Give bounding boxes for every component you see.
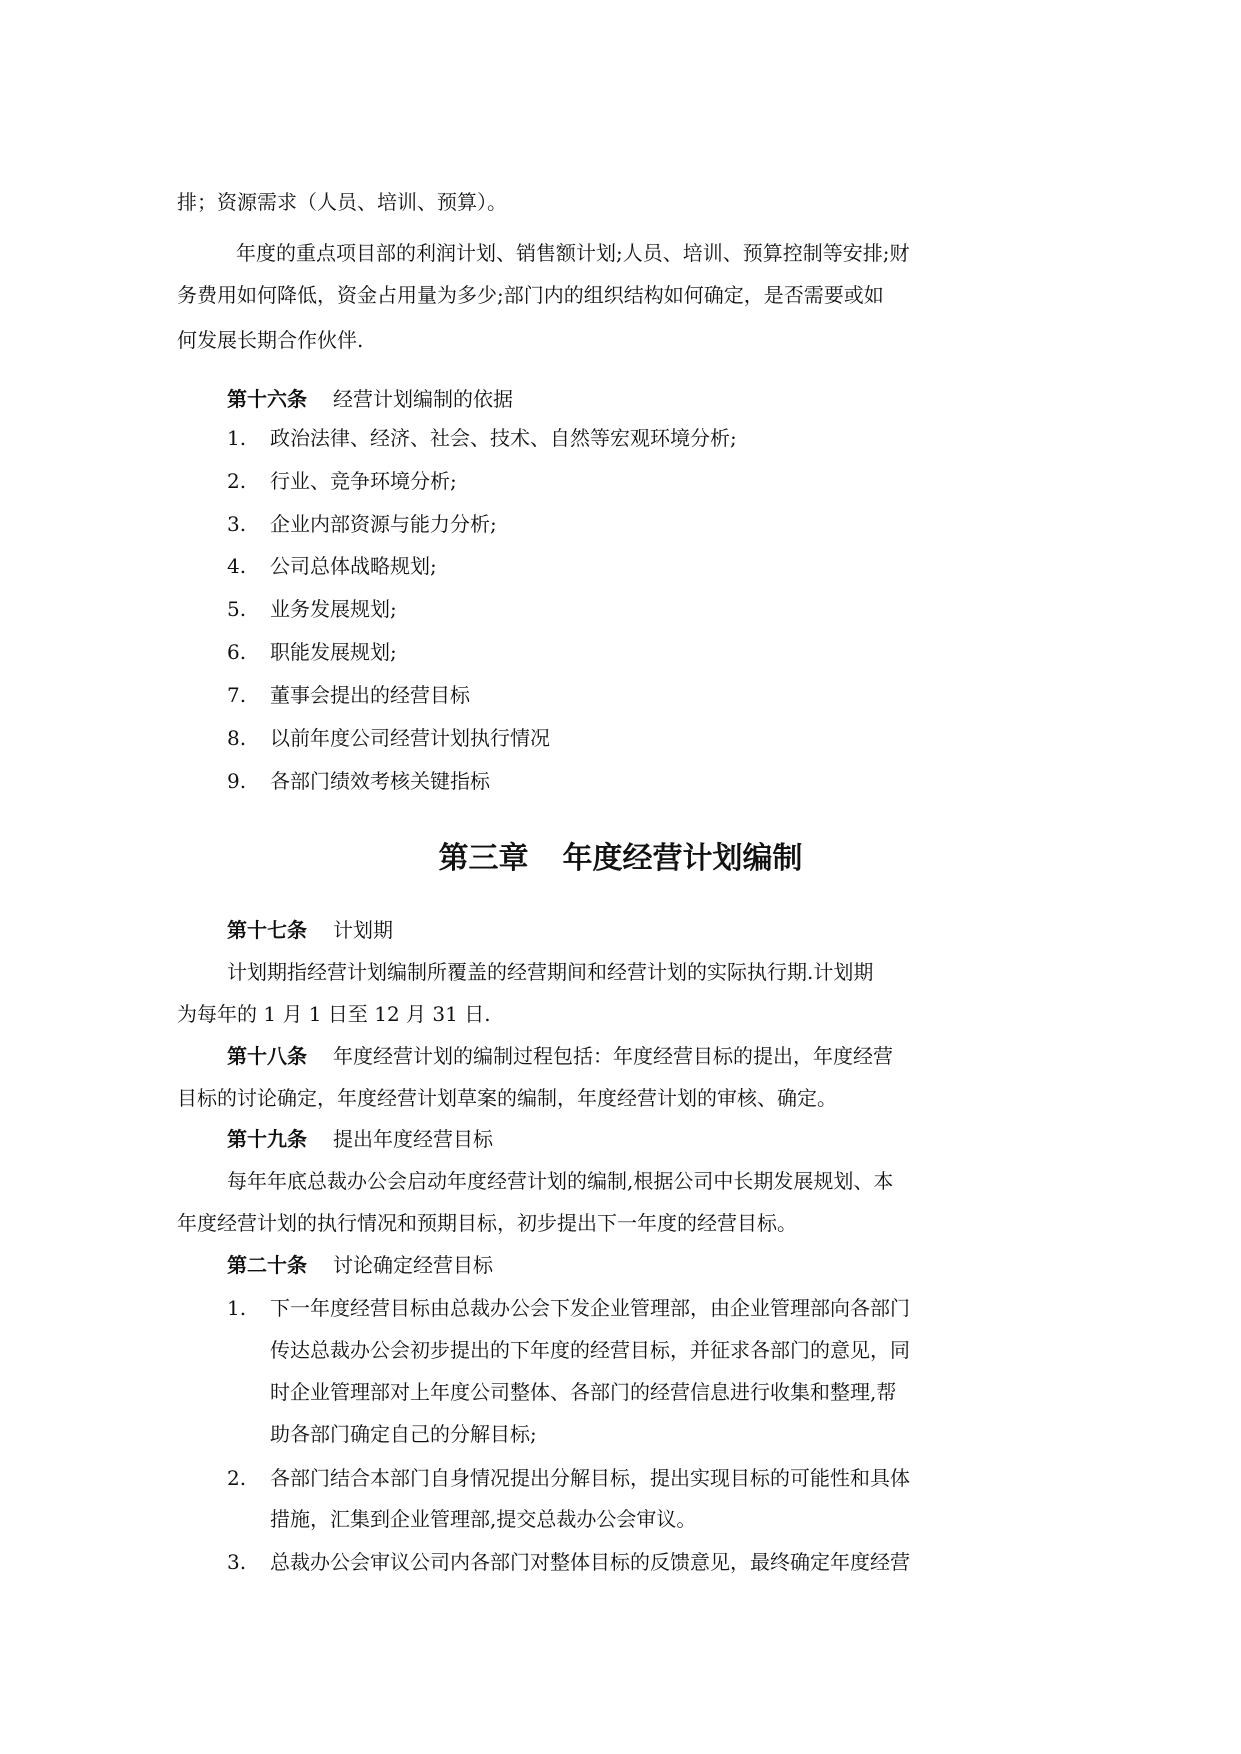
article-20-heading (227, 1253, 493, 1277)
list-item-text: 传达总裁办公会初步提出的下年度的经营目标，并征求各部门的意见，同 (270, 1338, 910, 1362)
list-item-text: 下一年度经营目标由总裁办公会下发企业管理部，由企业管理部向各部门 (270, 1296, 910, 1320)
list-item-number: 8. (227, 726, 247, 750)
article-title: 经营计划编制的依据 (333, 387, 513, 411)
paragraph-line: 计划期指经营计划编制所覆盖的经营期间和经营计划的实际执行期.计划期 (227, 960, 874, 984)
paragraph-line: 年度的重点项目部的利润计划、销售额计划;人员、培训、预算控制等安排;财 (236, 241, 910, 265)
chapter-heading (0, 839, 1241, 879)
intro-line: 排；资源需求（人员、培训、预算）。 (177, 190, 507, 214)
article-label: 第十八条 (227, 1044, 307, 1068)
list-item-text: 措施，汇集到企业管理部,提交总裁办公会审议。 (270, 1507, 697, 1531)
article-17-heading (227, 918, 393, 942)
list-item-text: 总裁办公会审议公司内各部门对整体目标的反馈意见，最终确定年度经营 (270, 1550, 910, 1574)
article-label: 第十七条 (227, 918, 307, 942)
list-item-text: 公司总体战略规划; (270, 554, 437, 578)
list-item-number: 1. (227, 1296, 247, 1320)
list-item-number: 9. (227, 769, 247, 793)
paragraph-line: 何发展长期合作伙伴. (177, 328, 364, 352)
list-item-number: 3. (227, 1550, 247, 1574)
list-item-text: 行业、竞争环境分析; (270, 469, 457, 493)
list-item-text: 助各部门确定自己的分解目标; (270, 1422, 537, 1446)
paragraph-text: 年度经营计划的编制过程包括：年度经营目标的提出，年度经营 (333, 1044, 893, 1068)
article-label: 第十六条 (227, 387, 307, 411)
article-label: 第二十条 (227, 1253, 307, 1277)
list-item-text: 政治法律、经济、社会、技术、自然等宏观环境分析; (270, 426, 737, 450)
article-label: 第十九条 (227, 1127, 307, 1151)
article-title: 讨论确定经营目标 (333, 1253, 493, 1277)
paragraph-line: 年度经营计划的执行情况和预期目标，初步提出下一年度的经营目标。 (177, 1211, 797, 1235)
list-item-number: 5. (227, 597, 247, 621)
list-item-number: 7. (227, 683, 247, 707)
chapter-number: 第三章 (438, 841, 529, 876)
list-item-text: 各部门结合本部门自身情况提出分解目标，提出实现目标的可能性和具体 (270, 1466, 910, 1490)
list-item-text: 业务发展规划; (270, 597, 397, 621)
list-item-text: 职能发展规划; (270, 640, 397, 664)
list-item-number: 4. (227, 554, 247, 578)
list-item-text: 企业内部资源与能力分析; (270, 512, 497, 536)
list-item-number: 1. (227, 426, 247, 450)
paragraph-line: 目标的讨论确定，年度经营计划草案的编制，年度经营计划的审核、确定。 (177, 1086, 837, 1110)
article-16-heading (227, 387, 513, 411)
list-item-number: 2. (227, 469, 247, 493)
list-item-text: 董事会提出的经营目标 (270, 683, 470, 707)
paragraph-line: 每年年底总裁办公会启动年度经营计划的编制,根据公司中长期发展规划、本 (227, 1169, 894, 1193)
paragraph-line: 务费用如何降低，资金占用量为多少;部门内的组织结构如何确定，是否需要或如 (177, 283, 884, 307)
list-item-number: 2. (227, 1466, 247, 1490)
article-18-heading (227, 1044, 893, 1068)
list-item-number: 3. (227, 512, 247, 536)
list-item-number: 6. (227, 640, 247, 664)
article-title: 提出年度经营目标 (333, 1127, 493, 1151)
article-title: 计划期 (333, 918, 393, 942)
paragraph-line: 为每年的 1 月 1 日至 12 月 31 日. (177, 1002, 491, 1026)
chapter-title: 年度经营计划编制 (562, 841, 803, 876)
list-item-text: 各部门绩效考核关键指标 (270, 769, 490, 793)
list-item-text: 时企业管理部对上年度公司整体、各部门的经营信息进行收集和整理,帮 (270, 1380, 897, 1404)
article-19-heading (227, 1127, 493, 1151)
list-item-text: 以前年度公司经营计划执行情况 (270, 726, 550, 750)
